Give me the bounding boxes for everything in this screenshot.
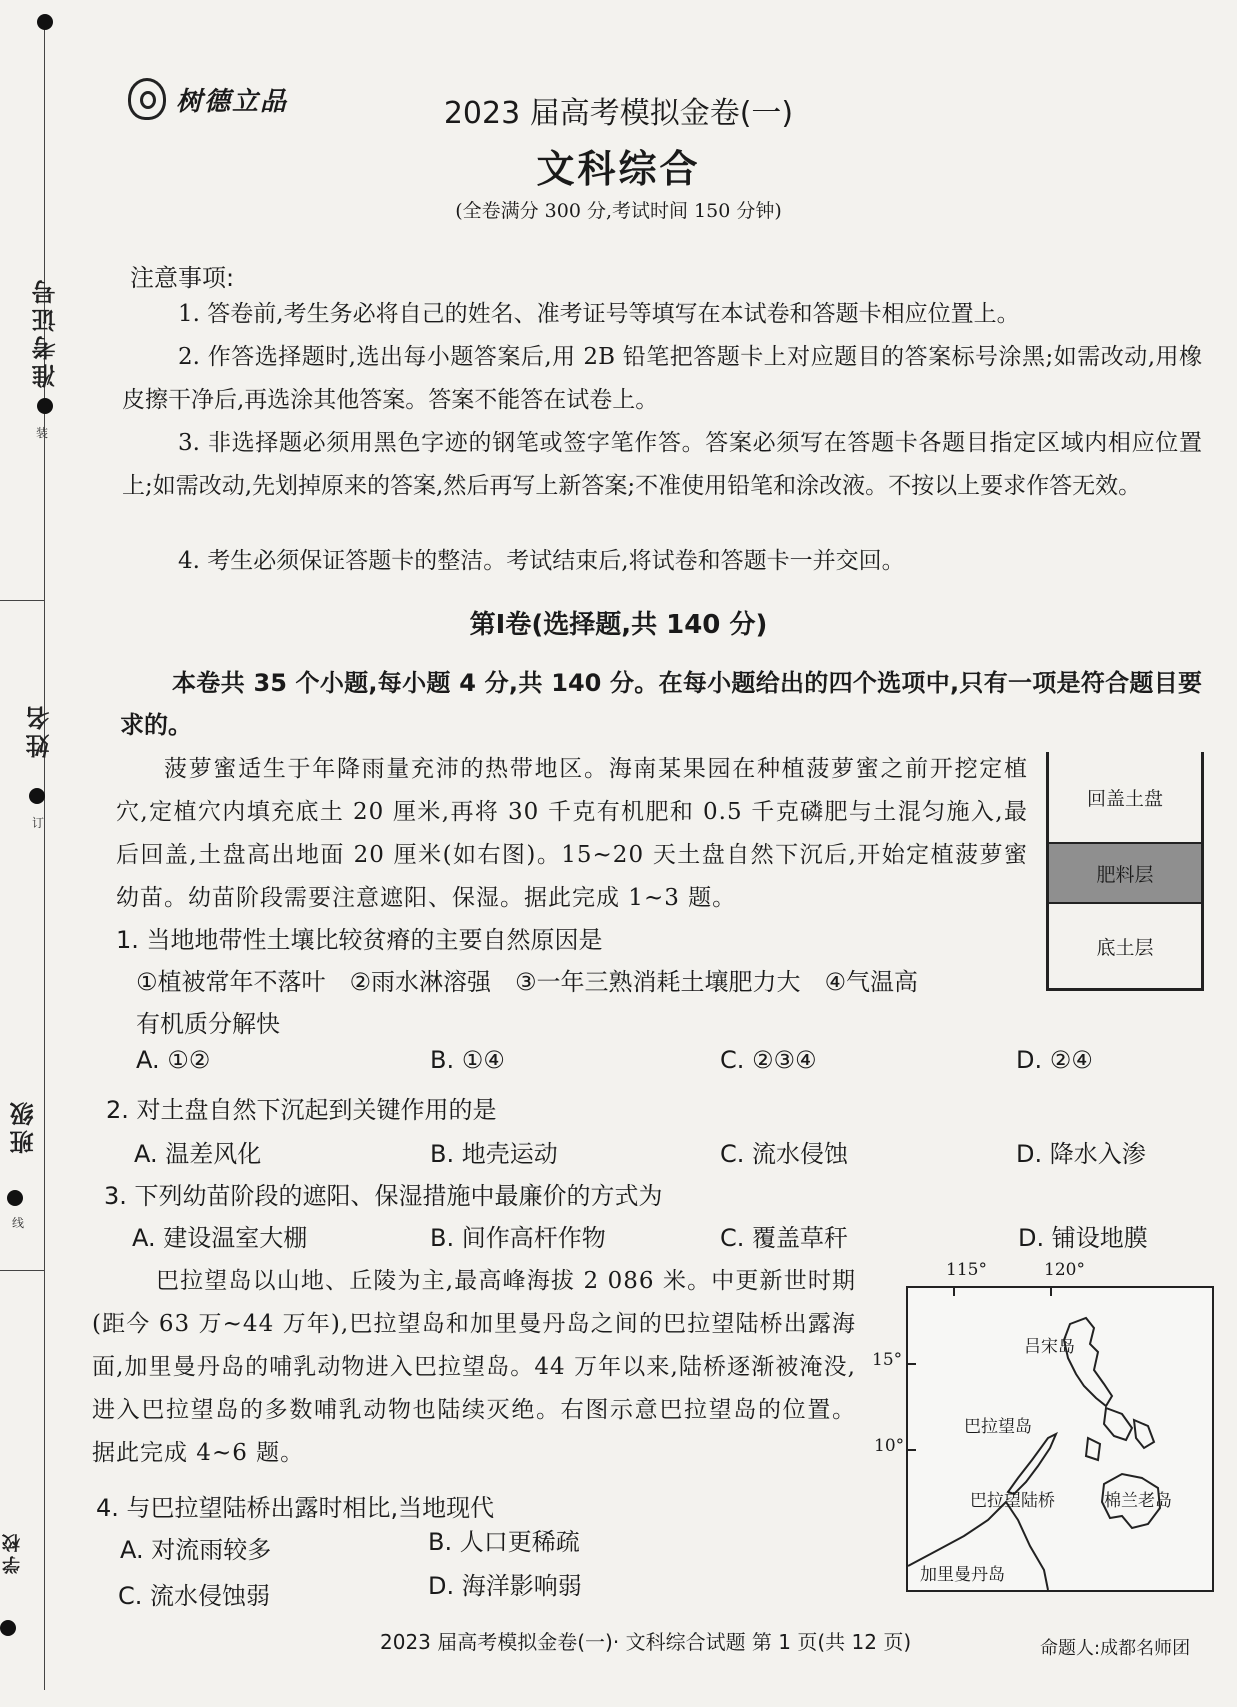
map-lon-115: 115° (946, 1260, 987, 1280)
q1-statements: ①植被常年不落叶 ②雨水淋溶强 ③一年三熟消耗土壤肥力大 ④气温高 (136, 968, 919, 996)
binding-dot (0, 1620, 16, 1636)
binding-mark-ding: 订 (32, 816, 45, 830)
logo-text: 树德立品 (176, 86, 289, 117)
soil-layer-top: 回盖土盘 (1049, 752, 1201, 844)
q3-option-c: C. 覆盖草秆 (720, 1224, 849, 1252)
note-item-4: 4. 考生必须保证答题卡的整洁。考试结束后,将试卷和答题卡一并交回。 (178, 548, 905, 574)
class-label: 班级 (10, 1098, 38, 1154)
map-lat-15: 15° (872, 1350, 903, 1370)
soil-layer-bottom: 底土层 (1096, 936, 1154, 959)
q1-option-b: B. ①④ (430, 1046, 505, 1074)
binding-dot (7, 1190, 23, 1206)
binding-mark-zhuang: 装 (36, 426, 49, 440)
section-title: 第Ⅰ卷(选择题,共 140 分) (469, 610, 768, 640)
exam-subtitle: (全卷满分 300 分,考试时间 150 分钟) (455, 200, 782, 222)
q4-option-c: C. 流水侵蚀弱 (118, 1582, 271, 1610)
map-label-bridge: 巴拉望陆桥 (970, 1491, 1055, 1511)
q3-option-b: B. 间作高杆作物 (430, 1224, 606, 1252)
q2-option-d: D. 降水入渗 (1016, 1140, 1146, 1168)
map-label-mindanao: 棉兰老岛 (1104, 1491, 1172, 1511)
binding-mark-xian: 线 (12, 1216, 25, 1230)
q3-option-a: A. 建设温室大棚 (132, 1224, 308, 1252)
map-lat-10: 10° (874, 1436, 905, 1456)
footer-author: 命题人:成都名师团 (1040, 1638, 1191, 1659)
exam-id-label: 准考证号 (32, 276, 60, 388)
q1-option-c: C. ②③④ (720, 1046, 817, 1074)
note-item-3: 3. 非选择题必须用黑色字迹的钢笔或签字笔作答。答案必须写在答题卡各题目指定区域内相应位置上;如需改动,先划掉原来的答案,然后再写上新答案;不准使用铅笔和涂改液。不按以上要求作答无效。 (122, 430, 1202, 499)
note-item-2: 2. 作答选择题时,选出每小题答案后,用 2B 铅笔把答题卡上对应题目的答案标号涂黑;如需改动,用橡皮擦干净后,再选涂其他答案。答案不能答在试卷上。 (122, 344, 1202, 413)
binding-divider (0, 1270, 44, 1271)
soil-layer-fertilizer: 肥料层 (1049, 844, 1201, 904)
binding-dot (29, 788, 45, 804)
palawan-location-map (906, 1286, 1214, 1592)
notes-heading: 注意事项: (130, 264, 235, 292)
binding-dot (37, 398, 53, 414)
school-label: 学校 (2, 1530, 23, 1574)
map-label-palawan: 巴拉望岛 (964, 1417, 1032, 1437)
passage-2: 巴拉望岛以山地、丘陵为主,最高峰海拔 2 086 米。中更新世时期(距今 63 万~44 万年),巴拉望岛和加里曼丹岛之间的巴拉望陆桥出露海面,加里曼丹岛的哺乳动物进入巴拉望岛。44 万年以来,陆桥逐渐被淹没,进入巴拉望岛的多数哺乳动物也陆续灭绝。右图示意巴拉望岛的位置。据此完成 4~6 题。 (92, 1268, 856, 1466)
binding-divider (0, 600, 44, 601)
q4-option-d: D. 海洋影响弱 (428, 1572, 582, 1600)
note-item-1: 1. 答卷前,考生务必将自己的姓名、准考证号等填写在本试卷和答题卡相应位置上。 (178, 301, 1020, 327)
map-label-luzon: 吕宋岛 (1024, 1337, 1075, 1357)
q2-option-b: B. 地壳运动 (430, 1140, 558, 1168)
binding-dot (37, 14, 53, 30)
q3-stem: 3. 下列幼苗阶段的遮阳、保湿措施中最廉价的方式为 (104, 1182, 663, 1210)
passage-1: 菠萝蜜适生于年降雨量充沛的热带地区。海南某果园在种植菠萝蜜之前开挖定植穴,定植穴内填充底土 20 厘米,再将 30 千克有机肥和 0.5 千克磷肥与土混匀施入,最后回盖,土盘高出地面 20 厘米(如右图)。15~20 天土盘自然下沉后,开始定植菠萝蜜幼苗。幼苗阶段需要注意遮阳、保湿。据此完成 1~3 题。 (116, 756, 1028, 911)
q1-option-a: A. ①② (136, 1046, 211, 1074)
soil-diagram (1046, 752, 1204, 991)
exam-title: 2023 届高考模拟金卷(一) (443, 96, 794, 131)
q1-stem: 1. 当地地带性土壤比较贫瘠的主要自然原因是 (116, 926, 603, 954)
q3-option-d: D. 铺设地膜 (1018, 1224, 1148, 1252)
q2-stem: 2. 对土盘自然下沉起到关键作用的是 (106, 1096, 497, 1124)
binding-line (44, 20, 45, 1690)
section-instruction: 本卷共 35 个小题,每小题 4 分,共 140 分。在每小题给出的四个选项中,只有一项是符合题目要求的。 (120, 669, 1202, 739)
subject-title: 文科综合 (536, 147, 701, 191)
q2-option-c: C. 流水侵蚀 (720, 1140, 849, 1168)
q2-option-a: A. 温差风化 (134, 1140, 262, 1168)
q1-statements-cont: 有机质分解快 (136, 1010, 280, 1038)
q4-stem: 4. 与巴拉望陆桥出露时相比,当地现代 (96, 1494, 495, 1522)
q4-option-a: A. 对流雨较多 (120, 1536, 272, 1564)
map-label-borneo: 加里曼丹岛 (920, 1565, 1005, 1585)
q4-option-b: B. 人口更稀疏 (428, 1528, 580, 1556)
map-lon-120: 120° (1044, 1260, 1085, 1280)
page-footer: 2023 届高考模拟金卷(一)· 文科综合试题 第 1 页(共 12 页) (380, 1630, 912, 1654)
name-label: 姓名 (26, 702, 54, 758)
q1-option-d: D. ②④ (1016, 1046, 1093, 1074)
